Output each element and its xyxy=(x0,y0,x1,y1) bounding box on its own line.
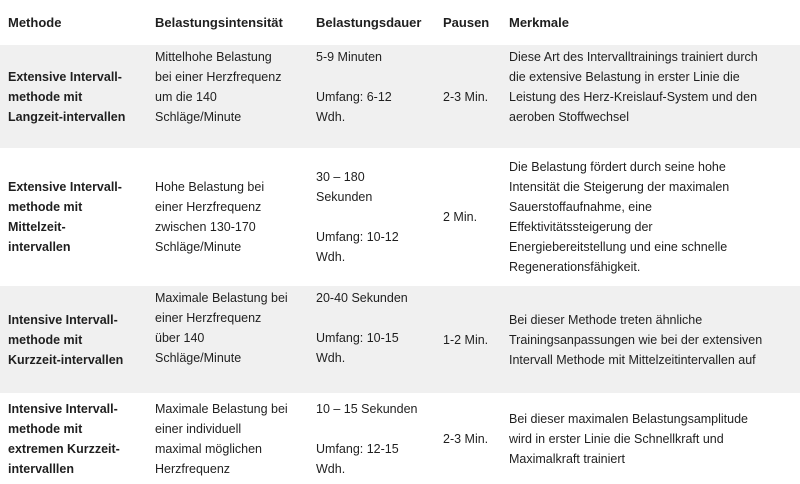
volume-line: Wdh. xyxy=(316,351,346,365)
method-line: Intensive Intervall- xyxy=(8,401,118,416)
intensity-line: um die 140 xyxy=(155,90,217,104)
features-line: Die Belastung fördert durch seine hohe xyxy=(509,160,726,174)
volume-line: Wdh. xyxy=(316,110,346,124)
features-cell xyxy=(501,45,800,148)
intensity-cell xyxy=(147,393,308,484)
intensity-line: zwischen 130-170 xyxy=(155,220,256,234)
method-line: methode mit xyxy=(8,421,83,436)
intensity-line: einer individuell xyxy=(155,421,242,436)
intensity-line: Hohe Belastung bei xyxy=(155,180,265,194)
header-duration: Belastungsdauer xyxy=(316,15,422,30)
features-line: Effektivitätssteigerung der xyxy=(509,220,653,234)
method-line: Kurzzeit-intervallen xyxy=(8,352,124,367)
duration-cell xyxy=(308,393,435,484)
features-line: aeroben Stoffwechsel xyxy=(509,110,629,124)
features-line: Regenerationsfähigkeit. xyxy=(509,260,641,274)
method-line: Extensive Intervall- xyxy=(8,69,122,84)
intensity-line: Schläge/Minute xyxy=(155,110,242,124)
features-line: die extensive Belastung in erster Linie die xyxy=(509,70,740,84)
pause-cell: 1-2 Min. xyxy=(435,286,501,393)
header-pauses: Pausen xyxy=(443,15,490,30)
intensity-line: einer Herzfrequenz xyxy=(155,311,262,325)
duration-line: 30 – 180 xyxy=(316,170,365,184)
intensity-line: Schläge/Minute xyxy=(155,240,242,254)
intensity-cell xyxy=(147,286,308,393)
intensity-cell xyxy=(147,45,308,148)
volume-line: Umfang: 10-15 xyxy=(316,331,399,345)
features-cell xyxy=(501,393,800,484)
method-cell xyxy=(0,393,147,484)
duration-line: 10 – 15 Sekunden xyxy=(316,401,418,416)
method-cell xyxy=(0,45,147,148)
features-cell xyxy=(501,286,800,393)
duration-cell xyxy=(308,148,435,286)
features-line: Trainingsanpassungen wie bei der extensiven xyxy=(509,332,763,347)
pause-cell: 2 Min. xyxy=(435,148,501,286)
header-method: Methode xyxy=(8,15,62,30)
features-line: Bei dieser maximalen Belastungsamplitude xyxy=(509,411,749,426)
volume-line: Umfang: 10-12 xyxy=(316,230,399,244)
intensity-line: Herzfrequenz xyxy=(155,461,231,476)
method-line: Langzeit-intervallen xyxy=(8,109,126,124)
intensity-line: Maximale Belastung bei xyxy=(155,291,288,305)
intensity-line: Schläge/Minute xyxy=(155,351,242,365)
intensity-line: maximal möglichen xyxy=(155,441,262,456)
method-line: methode mit xyxy=(8,332,83,347)
table-row xyxy=(0,45,800,148)
duration-line: 5-9 Minuten xyxy=(316,50,383,64)
intensity-line: Maximale Belastung bei xyxy=(155,401,288,416)
header-row xyxy=(0,0,800,45)
intensity-line: einer Herzfrequenz xyxy=(155,200,262,214)
features-line: Intensität die Steigerung der maximalen xyxy=(509,180,730,194)
method-line: extremen Kurzzeit- xyxy=(8,441,120,456)
volume-line: Umfang: 12-15 xyxy=(316,441,399,456)
header-intensity: Belastungsintensität xyxy=(155,15,283,30)
method-line: methode mit xyxy=(8,200,83,214)
duration-cell xyxy=(308,45,435,148)
features-line: Maximalkraft trainiert xyxy=(509,451,625,466)
features-line: Diese Art des Intervalltrainings trainiert durch xyxy=(509,50,758,64)
method-line: methode mit xyxy=(8,89,83,104)
header-features: Merkmale xyxy=(509,15,569,30)
duration-line: 20-40 Sekunden xyxy=(316,291,408,305)
volume-line: Umfang: 6-12 xyxy=(316,90,392,104)
duration-cell xyxy=(308,286,435,393)
table-row xyxy=(0,393,800,484)
intensity-line: bei einer Herzfrequenz xyxy=(155,70,282,84)
table-row xyxy=(0,286,800,393)
method-line: Intensive Intervall- xyxy=(8,312,118,327)
features-line: Sauerstoffaufnahme, eine xyxy=(509,200,652,214)
method-cell xyxy=(0,148,147,286)
features-line: Energiebereitstellung und eine schnelle xyxy=(509,240,728,254)
intensity-line: über 140 xyxy=(155,331,205,345)
method-line: intervalllen xyxy=(8,461,74,476)
method-cell xyxy=(0,286,147,393)
pause-cell: 2-3 Min. xyxy=(435,393,501,484)
features-line: Leistung des Herz-Kreislauf-System und den xyxy=(509,90,758,104)
method-line: Mittelzeit- xyxy=(8,220,66,234)
volume-line: Wdh. xyxy=(316,461,346,476)
pause-cell: 2-3 Min. xyxy=(435,45,501,148)
method-line: intervallen xyxy=(8,240,71,254)
method-line: Extensive Intervall- xyxy=(8,180,122,194)
features-line: Bei dieser Methode treten ähnliche xyxy=(509,312,703,327)
intensity-line: Mittelhohe Belastung xyxy=(155,50,272,64)
table-row xyxy=(0,148,800,286)
features-line: Intervall Methode mit Mittelzeitintervallen auf xyxy=(509,352,756,367)
volume-line: Wdh. xyxy=(316,250,346,264)
features-cell xyxy=(501,148,800,286)
intensity-cell xyxy=(147,148,308,286)
duration-line: Sekunden xyxy=(316,190,373,204)
features-line: wird in erster Linie die Schnellkraft und xyxy=(509,431,724,446)
